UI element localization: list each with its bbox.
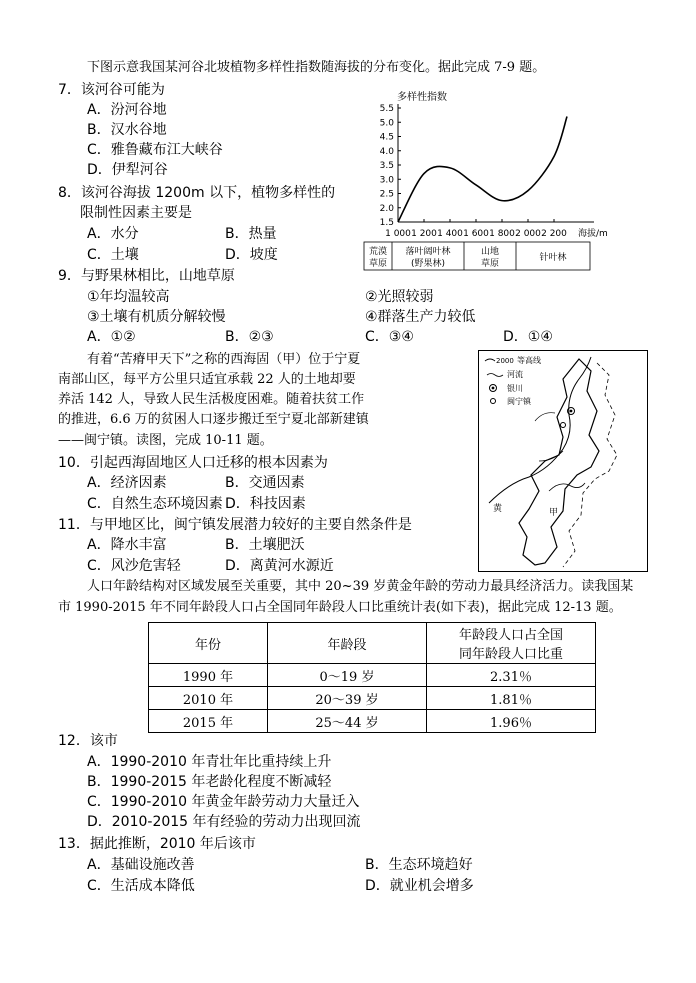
zone-2-line2: 草原	[480, 259, 500, 269]
q10-option-d[interactable]: D．科技因素	[225, 496, 306, 512]
q9-statement-1: ①年均温较高	[87, 289, 170, 305]
q9-statement-3: ③土壤有机质分解较慢	[87, 309, 226, 325]
q11-option-a[interactable]: A．降水丰富	[87, 537, 167, 553]
q10-option-b[interactable]: B．交通因素	[225, 475, 305, 491]
legend-contour: 等高线	[517, 356, 541, 365]
y-tick-label: 5.5	[379, 104, 394, 114]
legend-river: 河流	[507, 370, 523, 379]
chart-x-label: 海拔/m	[578, 229, 608, 239]
q12-stem: 12．该市	[58, 733, 118, 749]
q10-stem: 10．引起西海固地区人口迁移的根本因素为	[58, 455, 328, 471]
intro-10-11-line3: 养活 142 人，导致人民生活极度困难。随着扶贫工作	[58, 392, 365, 407]
x-tick-label: 1 000	[385, 229, 411, 239]
q7-option-b[interactable]: B．汉水谷地	[87, 122, 167, 138]
chart-title: 多样性指数	[397, 92, 447, 103]
q9-option-b[interactable]: B．②③	[225, 329, 274, 345]
x-tick-label: 1 200	[411, 229, 437, 239]
q8-stem-line2: 限制性因素主要是	[80, 205, 192, 221]
cell-ratio: 2.31％	[427, 664, 596, 687]
q8-stem-line1: 8．该河谷海拔 1200m 以下，植物多样性的	[58, 185, 336, 201]
cell-year: 2015 年	[149, 710, 268, 733]
y-tick-label: 2.0	[379, 203, 394, 214]
intro-7-9: 下图示意我国某河谷北坡植物多样性指数随海拔的分布变化。据此完成 7-9 题。	[87, 60, 546, 75]
q10-option-c[interactable]: C．自然生态环境因素	[87, 496, 223, 512]
x-tick-label: 2 000	[515, 229, 541, 239]
zone-3-line1: 针叶林	[539, 253, 567, 263]
y-tick-label: 1.5	[379, 218, 394, 228]
legend-city: 银川	[507, 384, 523, 393]
legend-contour-value: 2000	[496, 357, 514, 365]
diversity-line-chart	[364, 86, 608, 272]
table-row	[149, 687, 596, 710]
cell-ratio: 1.81％	[427, 687, 596, 710]
q11-option-b[interactable]: B．土壤肥沃	[225, 537, 305, 553]
q9-option-a[interactable]: A．①②	[87, 329, 136, 345]
zone-0-line1: 荒漠	[368, 247, 388, 257]
y-tick-label: 5.0	[379, 118, 394, 129]
y-tick-label: 4.5	[379, 132, 394, 143]
q9-option-c[interactable]: C．③④	[365, 329, 414, 345]
q8-option-d[interactable]: D．坡度	[225, 247, 278, 263]
y-tick-label: 3.0	[379, 175, 394, 186]
q10-option-a[interactable]: A．经济因素	[87, 475, 167, 491]
zone-1-line2: (野果林)	[410, 259, 446, 269]
table-header-ratio-line2: 同年龄段人口比重	[458, 647, 563, 662]
intro-10-11-line2: 南部山区，每平方公里只适宜承载 22 人的土地却要	[58, 372, 356, 387]
region-boundary	[519, 359, 599, 565]
ningxia-map	[478, 350, 648, 572]
y-tick-label: 2.5	[379, 189, 394, 200]
q7-option-d[interactable]: D．伊犁河谷	[87, 162, 168, 178]
q12-option-a[interactable]: A．1990-2010 年青壮年比重持续上升	[87, 754, 332, 770]
cell-age: 25～44 岁	[268, 710, 427, 733]
q11-stem: 11．与甲地区比，闽宁镇发展潜力较好的主要自然条件是	[58, 517, 412, 533]
q7-option-a[interactable]: A．汾河谷地	[87, 102, 167, 118]
cell-year: 2010 年	[149, 687, 268, 710]
x-tick-label: 1 800	[489, 229, 515, 239]
q9-statement-4: ④群落生产力较低	[365, 309, 476, 325]
diversity-series-line	[398, 117, 567, 222]
zone-1-line1: 落叶阔叶林	[405, 247, 451, 257]
table-header-ratio	[427, 623, 596, 664]
q13-option-d[interactable]: D．就业机会增多	[365, 878, 474, 894]
q9-stem: 9．与野果林相比，山地草原	[58, 268, 235, 284]
table-header-age: 年龄段	[268, 623, 427, 664]
town-symbol-icon	[491, 399, 496, 404]
cell-age: 20～39 岁	[268, 687, 427, 710]
intro-10-11-line4: 的推进，6.6 万的贫困人口逐步搬迁至宁夏北部新建镇	[58, 412, 369, 427]
q8-option-c[interactable]: C．土壤	[87, 247, 139, 263]
y-tick-label: 4.0	[379, 146, 394, 157]
label-huang: 黄	[493, 504, 503, 514]
intro-10-11-line5: ——闽宁镇。读图，完成 10-11 题。	[58, 433, 273, 448]
q13-option-a[interactable]: A．基础设施改善	[87, 857, 195, 873]
table-row	[149, 710, 596, 733]
q11-option-c[interactable]: C．风沙危害轻	[87, 558, 181, 574]
intro-12-13-line2: 市 1990-2015 年不同年龄段人口占全国同年龄段人口比重统计表(如下表)，据此完成 12-13 题。	[58, 600, 622, 615]
table-header-year: 年份	[149, 623, 268, 664]
cell-year: 1990 年	[149, 664, 268, 687]
intro-10-11-line1: 有着“苦瘠甲天下”之称的西海固（甲）位于宁夏	[87, 352, 361, 367]
q7-option-c[interactable]: C．雅鲁藏布江大峡谷	[87, 142, 223, 158]
q8-option-b[interactable]: B．热量	[225, 226, 277, 242]
y-tick-label: 3.5	[379, 161, 394, 171]
x-tick-label: 1 600	[463, 229, 489, 239]
legend-town: 闽宁镇	[507, 397, 531, 406]
q12-option-b[interactable]: B．1990-2015 年老龄化程度不断减轻	[87, 774, 332, 790]
q9-statement-2: ②光照较弱	[365, 289, 434, 305]
zone-0-line2: 草原	[368, 259, 388, 269]
q8-option-a[interactable]: A．水分	[87, 226, 139, 242]
yellow-river	[489, 357, 591, 503]
x-tick-label: 1 400	[437, 229, 463, 239]
q7-stem: 7．该河谷可能为	[58, 82, 165, 98]
q12-option-d[interactable]: D．2010-2015 年有经验的劳动力出现回流	[87, 814, 361, 830]
cell-age: 0～19 岁	[268, 664, 427, 687]
q13-option-c[interactable]: C．生活成本降低	[87, 878, 195, 894]
population-ratio-table	[148, 622, 596, 733]
table-row	[149, 664, 596, 687]
intro-12-13-line1: 人口年龄结构对区域发展至关重要，其中 20~39 岁黄金年龄的劳动力最具经济活力。读我国某	[87, 579, 634, 594]
q13-option-b[interactable]: B．生态环境趋好	[365, 857, 473, 873]
cell-ratio: 1.96％	[427, 710, 596, 733]
q12-option-c[interactable]: C．1990-2010 年黄金年龄劳动力大量迁入	[87, 794, 360, 810]
q13-stem: 13．据此推断，2010 年后该市	[58, 836, 256, 852]
table-header-ratio-line1: 年龄段人口占全国	[458, 628, 563, 643]
q11-option-d[interactable]: D．离黄河水源近	[225, 558, 334, 574]
x-tick-label: 2 200	[541, 229, 567, 239]
q9-option-d[interactable]: D．①④	[503, 329, 553, 345]
label-jia: 甲	[549, 508, 559, 518]
zone-2-line1: 山地	[480, 247, 500, 257]
